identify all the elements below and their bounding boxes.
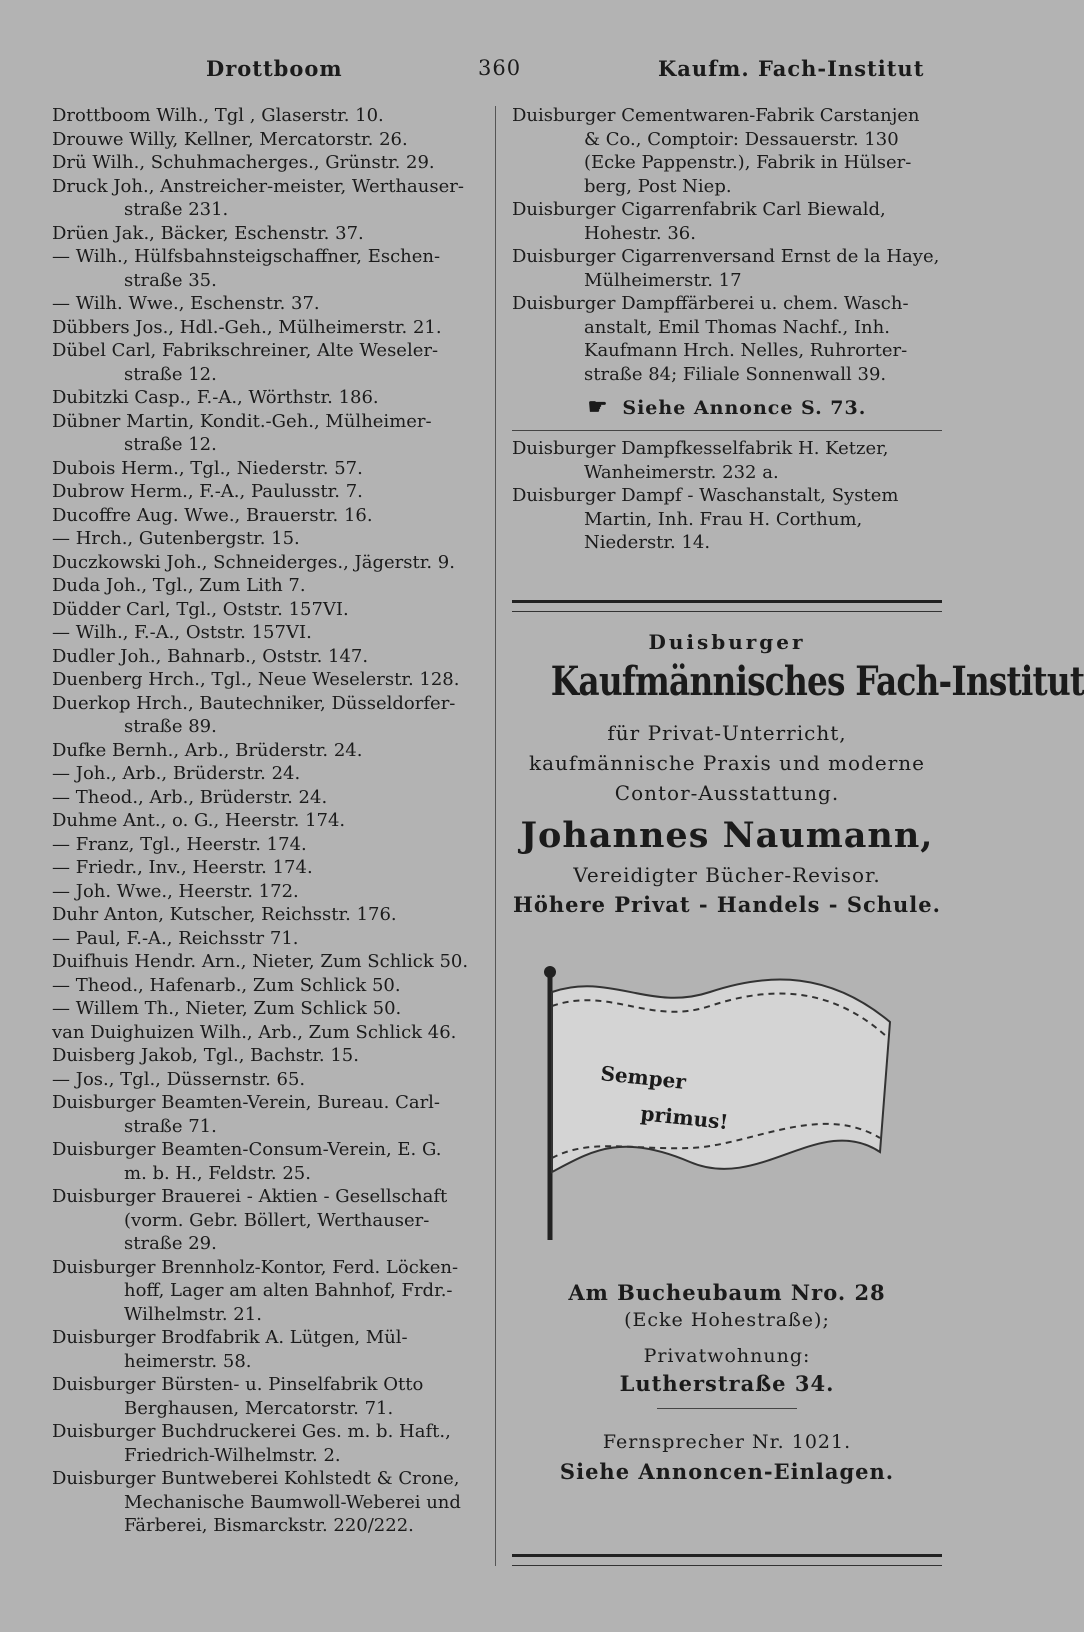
ad-line-2: kaufmännische Praxis und moderne [529, 751, 925, 775]
entry-continuation: straße 12. [124, 363, 217, 385]
entry-line: — Paul, F.-A., Reichsstr 71. [52, 927, 299, 949]
entry-line: — Franz, Tgl., Heerstr. 174. [52, 833, 307, 855]
directory-entry [52, 1467, 484, 1538]
entry-line: Dudler Joh., Bahnarb., Oststr. 147. [52, 645, 369, 667]
directory-entry [52, 151, 484, 175]
entry-line: Dubrow Herm., F.-A., Paulusstr. 7. [52, 481, 363, 502]
entry-line: Drouwe Willy, Kellner, Mercatorstr. 26. [52, 128, 408, 150]
entry-line: Duisburger Brennholz-Kontor, Ferd. Löcken- [52, 1256, 459, 1278]
directory-entry [512, 292, 942, 386]
directory-entry [52, 175, 484, 222]
running-head-right: Kaufm. Fach-Institut [658, 56, 925, 81]
entry-line: Duisburger Brodfabrik A. Lütgen, Mül- [52, 1327, 408, 1348]
entry-line: Duisburger Beamten-Consum-Verein, E. G. [52, 1139, 442, 1160]
directory-entry [52, 903, 484, 927]
entry-continuation: Kaufmann Hrch. Nelles, Ruhrorter- [584, 340, 908, 361]
entry-continuation: Niederstr. 14. [584, 532, 711, 553]
entry-line: Duisburger Brauerei - Aktien - Gesellschaft [52, 1186, 448, 1207]
ad-proprietor-name: Johannes Naumann, [520, 815, 934, 856]
directory-entry [52, 1326, 484, 1373]
entry-line: Duisburger Dampfkesselfabrik H. Ketzer, [512, 438, 889, 459]
entry-line: Duhme Ant., o. G., Heerstr. 174. [52, 810, 346, 831]
ad-school: Höhere Privat - Handels - Schule. [513, 892, 941, 917]
entry-line: Duisburger Dampf - Waschanstalt, System [512, 485, 899, 506]
directory-entry [52, 339, 484, 386]
entry-line: Duisburger Cigarrenversand Ernst de la Haye, [512, 246, 940, 267]
see-annonce-note [512, 394, 942, 420]
entry-line: Drü Wilh., Schuhmacherges., Grünstr. 29. [52, 152, 435, 173]
entry-line: Duisburger Buntweberei Kohlstedt & Crone, [52, 1468, 460, 1489]
entry-line: — Willem Th., Nieter, Zum Schlick 50. [52, 998, 402, 1019]
entry-line: Duhr Anton, Kutscher, Reichsstr. 176. [52, 904, 397, 925]
directory-entry [52, 974, 484, 998]
entry-line: van Duighuizen Wilh., Arb., Zum Schlick 46. [52, 1021, 457, 1043]
entry-continuation: heimerstr. 58. [124, 1350, 252, 1372]
entry-line: Duisburger Buchdruckerei Ges. m. b. Haft., [52, 1421, 451, 1442]
directory-entry [52, 1373, 484, 1420]
directory-entry [52, 950, 484, 974]
entry-line: — Wilh., F.-A., Oststr. 157VI. [52, 622, 312, 643]
entry-continuation: Färberei, Bismarckstr. 220/222. [124, 1515, 414, 1536]
entry-line: Drüen Jak., Bäcker, Eschenstr. 37. [52, 222, 364, 244]
entry-line: Dübbers Jos., Hdl.-Geh., Mülheimerstr. 21. [52, 316, 442, 338]
flag-text-1: Semper [599, 1061, 688, 1094]
right-entries-top [512, 104, 942, 386]
entry-continuation: (vorm. Gebr. Böllert, Werthauser- [124, 1209, 430, 1231]
directory-entry [52, 833, 484, 857]
entry-line: Duisburger Beamten-Verein, Bureau. Carl- [52, 1092, 441, 1113]
entry-continuation: Mechanische Baumwoll-Weberei und [124, 1491, 461, 1513]
entry-line: Duda Joh., Tgl., Zum Lith 7. [52, 575, 306, 596]
ad-small-rule [657, 1408, 797, 1409]
entry-line: — Wilh., Hülfsbahnsteigschaffner, Eschen- [52, 246, 441, 267]
directory-entry [52, 927, 484, 951]
entry-line: Duisburger Cementwaren-Fabrik Carstanjen [512, 105, 920, 126]
left-column [52, 104, 484, 1538]
directory-entry [52, 880, 484, 904]
entry-line: Drottboom Wilh., Tgl , Glaserstr. 10. [52, 105, 384, 126]
entry-continuation: straße 12. [124, 434, 217, 455]
directory-entry [52, 809, 484, 833]
ad-city: Duisburger [648, 630, 806, 654]
entry-line: Dubitzki Casp., F.-A., Wörthstr. 186. [52, 387, 379, 408]
directory-entry [52, 1185, 484, 1256]
directory-entry [52, 128, 484, 152]
ad-line-1: für Privat-Unterricht, [607, 721, 847, 745]
right-entries-bottom [512, 437, 942, 555]
ad-bottom-rule [512, 1554, 942, 1566]
directory-entry [512, 484, 942, 555]
column-divider [495, 106, 496, 1566]
entry-line: — Theod., Arb., Brüderstr. 24. [52, 786, 328, 808]
entry-line: Duenberg Hrch., Tgl., Neue Weselerstr. 128. [52, 669, 460, 690]
entry-line: Dübel Carl, Fabrikschreiner, Alte Weseler- [52, 340, 439, 361]
divider-thin [512, 430, 942, 431]
entry-continuation: Hohestr. 36. [584, 222, 696, 244]
directory-entry [52, 551, 484, 575]
directory-entry [52, 762, 484, 786]
directory-entry [52, 997, 484, 1021]
ad-proprietor-role: Vereidigter Bücher-Revisor. [573, 863, 881, 887]
entry-line: Dubois Herm., Tgl., Niederstr. 57. [52, 457, 363, 479]
entry-line: Dübner Martin, Kondit.-Geh., Mülheimer- [52, 410, 432, 432]
directory-entry [52, 1021, 484, 1045]
entry-continuation: straße 231. [124, 199, 229, 220]
pointing-hand-icon: ☛ [587, 394, 609, 420]
directory-entry [52, 480, 484, 504]
directory-entry [52, 856, 484, 880]
directory-entry [52, 1420, 484, 1467]
entry-continuation: straße 29. [124, 1233, 217, 1254]
entry-line: Dufke Bernh., Arb., Brüderstr. 24. [52, 739, 363, 761]
entry-line: — Theod., Hafenarb., Zum Schlick 50. [52, 974, 401, 996]
directory-entry [52, 574, 484, 598]
flag-pole-finial [544, 966, 556, 978]
entry-line: — Friedr., Inv., Heerstr. 174. [52, 857, 313, 878]
directory-entry [512, 198, 942, 245]
see-annonce-text: Siehe Annonce S. 73. [622, 397, 867, 419]
entry-line: Düdder Carl, Tgl., Oststr. 157VI. [52, 598, 349, 620]
entry-continuation: anstalt, Emil Thomas Nachf., Inh. [584, 316, 890, 338]
directory-entry [52, 668, 484, 692]
entry-line: Duczkowski Joh., Schneiderges., Jägerstr. 9. [52, 551, 455, 573]
ad-see-inserts: Siehe Annoncen-Einlagen. [559, 1459, 895, 1484]
entry-line: Druck Joh., Anstreicher-meister, Werthauser- [52, 175, 464, 197]
directory-entry [52, 527, 484, 551]
directory-entry [52, 222, 484, 246]
ad-address-note: (Ecke Hohestraße); [624, 1309, 830, 1331]
entry-continuation: berg, Post Niep. [584, 175, 732, 197]
entry-continuation: Friedrich-Wilhelmstr. 2. [124, 1444, 341, 1466]
ad-title: Kaufmännisches Fach-Institut [550, 658, 1084, 705]
entry-continuation: Wilhelmstr. 21. [124, 1303, 262, 1325]
entry-continuation: straße 71. [124, 1115, 217, 1137]
directory-entry [52, 1044, 484, 1068]
directory-entry [52, 645, 484, 669]
directory-entry [52, 1068, 484, 1092]
directory-entry [512, 245, 942, 292]
ad-private-label: Privatwohnung: [643, 1345, 811, 1367]
entry-line: Duerkop Hrch., Bautechniker, Düsseldorfer- [52, 692, 456, 714]
entry-line: — Jos., Tgl., Düssernstr. 65. [52, 1068, 306, 1090]
entry-line: Ducoffre Aug. Wwe., Brauerstr. 16. [52, 504, 373, 526]
running-head-left: Drottboom [206, 56, 343, 81]
directory-entry [52, 104, 484, 128]
flag-illustration [530, 962, 910, 1242]
directory-entry [52, 410, 484, 457]
directory-entry [52, 621, 484, 645]
right-column [512, 104, 942, 555]
entry-continuation: Martin, Inh. Frau H. Corthum, [584, 508, 863, 530]
entry-continuation: Wanheimerstr. 232 a. [584, 461, 779, 483]
directory-entry [52, 598, 484, 622]
entry-continuation: Berghausen, Mercatorstr. 71. [124, 1397, 394, 1419]
directory-entry [52, 504, 484, 528]
directory-entry [52, 316, 484, 340]
entry-line: — Joh., Arb., Brüderstr. 24. [52, 763, 301, 784]
entry-continuation: straße 89. [124, 716, 217, 737]
directory-entry [52, 692, 484, 739]
entry-line: Duifhuis Hendr. Arn., Nieter, Zum Schlick 50. [52, 951, 469, 972]
directory-entry [52, 1091, 484, 1138]
entry-continuation: straße 84; Filiale Sonnenwall 39. [584, 363, 887, 385]
directory-entry [512, 437, 942, 484]
ad-private-address: Lutherstraße 34. [619, 1371, 835, 1396]
entry-line: — Wilh. Wwe., Eschenstr. 37. [52, 293, 320, 314]
entry-continuation: & Co., Comptoir: Dessauerstr. 130 [584, 128, 899, 150]
ad-top-rule [512, 600, 942, 612]
ad-address: Am Bucheubaum Nro. 28 [568, 1280, 886, 1305]
directory-entry [52, 739, 484, 763]
entry-line: — Hrch., Gutenbergstr. 15. [52, 528, 300, 549]
directory-entry [52, 457, 484, 481]
directory-entry [52, 1256, 484, 1327]
entry-line: Duisberg Jakob, Tgl., Bachstr. 15. [52, 1045, 359, 1066]
entry-continuation: (Ecke Pappenstr.), Fabrik in Hülser- [584, 152, 912, 173]
directory-entry [52, 786, 484, 810]
entry-line: Duisburger Bürsten- u. Pinselfabrik Otto [52, 1374, 424, 1395]
directory-entry [52, 245, 484, 292]
ad-phone: Fernsprecher Nr. 1021. [602, 1431, 852, 1453]
entry-line: — Joh. Wwe., Heerstr. 172. [52, 880, 299, 902]
ad-line-3: Contor-Ausstattung. [614, 781, 840, 805]
directory-entry [52, 386, 484, 410]
entry-line: Duisburger Dampffärberei u. chem. Wasch- [512, 293, 909, 314]
entry-continuation: hoff, Lager am alten Bahnhof, Frdr.- [124, 1280, 453, 1301]
directory-entry [52, 292, 484, 316]
directory-entry [512, 104, 942, 198]
advertisement-footer [512, 1280, 942, 1484]
directory-entry [52, 1138, 484, 1185]
entry-continuation: Mülheimerstr. 17 [584, 269, 742, 291]
advertisement [512, 630, 1084, 917]
flag-text-2: primus! [639, 1101, 730, 1135]
entry-continuation: straße 35. [124, 269, 217, 291]
entry-continuation: m. b. H., Feldstr. 25. [124, 1162, 311, 1184]
entry-line: Duisburger Cigarrenfabrik Carl Biewald, [512, 199, 886, 220]
page-number: 360 [478, 56, 522, 80]
